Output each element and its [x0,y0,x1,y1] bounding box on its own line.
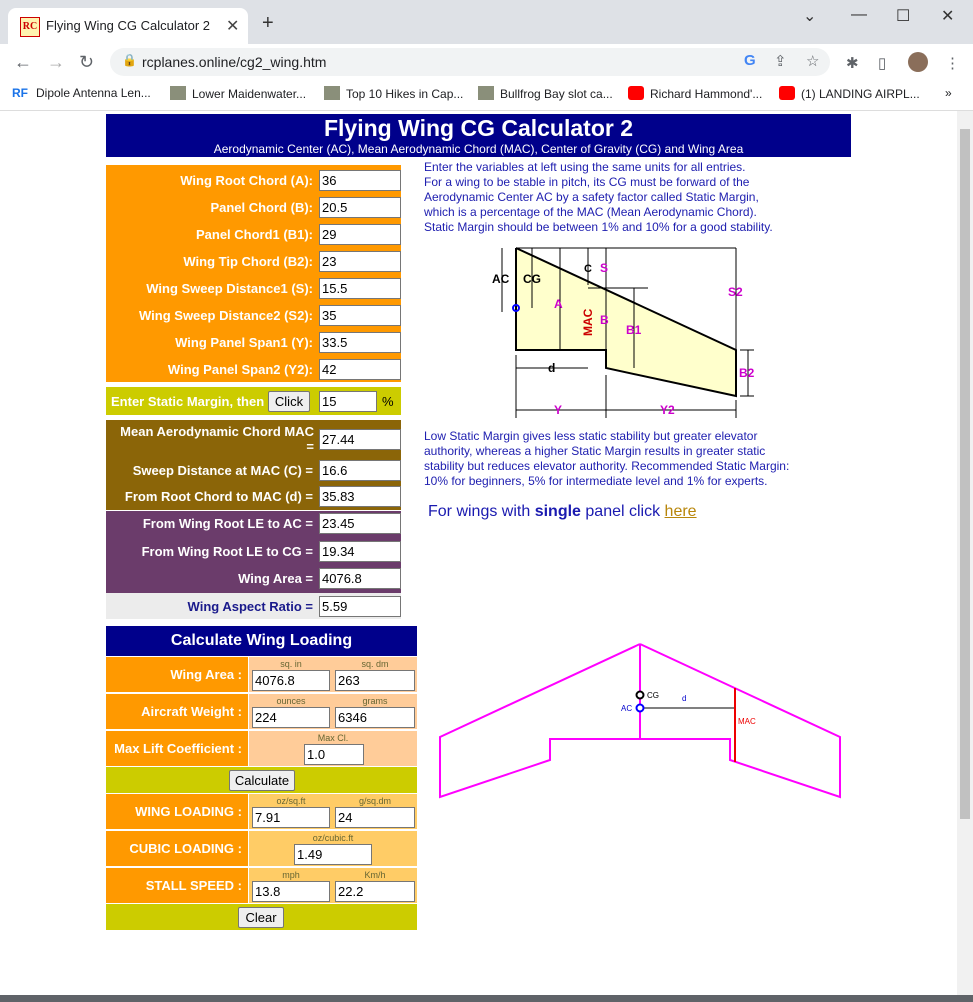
span2-input[interactable]: 42 [319,359,401,380]
cubic-loading-output: 1.49 [294,844,372,865]
max-cl-input[interactable]: 1.0 [304,744,364,765]
lift-row: Max Lift Coefficient : Max Cl. 1.0 [106,731,417,766]
browser-tabstrip [0,0,973,44]
wing-area-sqdm-input[interactable]: 263 [335,670,415,691]
input-row: Wing Tip Chord (B2): 23 [106,248,401,275]
wing-area-sqin-input[interactable]: 4076.8 [252,670,330,691]
aspect-ratio-label: Wing Aspect Ratio = [187,599,313,614]
google-icon[interactable]: G [744,52,756,69]
sweep1-input[interactable]: 15.5 [319,278,401,299]
reload-icon[interactable]: ↻ [79,52,95,72]
bookmark-4[interactable]: Bullfrog Bay slot ca... [478,86,613,101]
site-favicon: RC [20,17,40,37]
address-bar[interactable] [110,48,830,76]
static-margin-row [106,387,401,415]
url-text: rcplanes.online/cg2_wing.htm [142,54,327,70]
wing-area-output: 4076.8 [319,568,401,589]
single-panel-text: For wings with single panel click here [428,503,697,520]
intro-text: Enter the variables at left using the same units for all entries. For a wing to be stable in pitch, its CG must be forward of the Aerodynamic Center AC by a safety factor called Static Margin, which is a percentage of the MAC (Mean Aerodynamic Chord). Static Margin should be between 1% and 10% for a good stability. [424,160,773,234]
lock-icon: 🔒 [122,53,137,67]
click-button[interactable]: Click [268,391,310,412]
browser-tab[interactable] [8,8,248,44]
youtube-icon [779,86,795,100]
root-to-cg-label: From Wing Root LE to CG = [141,544,313,559]
wing-area-row: Wing Area : sq. in 4076.8 sq. dm 263 [106,657,417,692]
planform-cg-label: CG [647,691,659,700]
input-row: Wing Sweep Distance1 (S): 15.5 [106,275,401,302]
rf-icon: RF [12,86,28,100]
s-label: S [600,261,609,275]
toolbar [0,44,973,80]
page-content [0,111,957,995]
ac-label: AC [492,272,510,286]
share-icon[interactable]: ⇪ [774,53,787,70]
y-label: Y [554,403,563,417]
page-title: Flying Wing CG Calculator 2 [323,115,634,141]
scrollbar-thumb[interactable] [960,129,970,819]
profile-avatar[interactable] [908,52,928,72]
ac-cg-results [106,511,401,593]
bookmark-6[interactable]: (1) LANDING AIRPL... [779,86,920,101]
panel-chord1-input[interactable]: 29 [319,224,401,245]
bookmark-3[interactable]: Top 10 Hikes in Cap... [324,86,463,101]
input-row: Panel Chord1 (B1): 29 [106,221,401,248]
wing-area-label: Wing Area = [238,571,313,586]
weight-grams-input[interactable]: 6346 [335,707,415,728]
sweep-mac-output: 16.6 [319,460,401,481]
calculate-button[interactable]: Calculate [229,770,295,791]
mac-results [106,420,401,510]
wing-planform-drawing [436,641,846,806]
y2-label: Y2 [660,403,675,417]
root-to-ac-output: 23.45 [319,513,401,534]
aspect-ratio-output: 5.59 [319,596,401,617]
static-margin-label: Enter Static Margin, then [111,394,265,409]
weight-row: Aircraft Weight : ounces 224 grams 6346 [106,694,417,729]
cubic-loading-row: CUBIC LOADING : oz/cubic.ft 1.49 [106,831,417,866]
input-panel [106,165,401,382]
photo-icon [170,86,186,100]
planform-ac-label: AC [621,704,633,713]
bookmark-1[interactable]: RF Dipole Antenna Len... [12,86,151,100]
root-to-ac-label: From Wing Root LE to AC = [142,516,313,531]
forward-icon[interactable]: → [47,52,65,72]
here-link[interactable]: here [664,503,697,520]
span1-input[interactable]: 33.5 [319,332,401,353]
photo-icon [478,86,494,100]
input-row: Wing Panel Span2 (Y2): 42 [106,356,401,383]
a-label: A [554,297,563,311]
maximize-icon[interactable]: ☐ [896,8,911,25]
bookmarks-bar [0,80,973,111]
close-window-icon[interactable]: ✕ [941,8,955,25]
menu-icon[interactable]: ⋮ [945,55,960,72]
wing-loading-row: WING LOADING : oz/sq.ft 7.91 g/sq.dm 24 [106,794,417,829]
input-row: Wing Sweep Distance2 (S2): 35 [106,302,401,329]
close-tab-icon[interactable]: ✕ [226,18,240,35]
stall-kmh-output: 22.2 [335,881,415,902]
root-to-cg-output: 19.34 [319,541,401,562]
sweep2-input[interactable]: 35 [319,305,401,326]
weight-ounces-input[interactable]: 224 [252,707,330,728]
stall-mph-output: 13.8 [252,881,330,902]
back-icon[interactable]: ← [14,52,32,72]
d-label: d [548,361,556,375]
input-row: Wing Panel Span1 (Y): 33.5 [106,329,401,356]
extensions-icon[interactable]: ✱ [846,55,859,72]
side-panel-icon[interactable]: ▯ [878,55,887,72]
tab-title: Flying Wing CG Calculator 2 [46,18,210,33]
static-margin-input[interactable]: 15 [319,391,377,412]
mac-label: Mean Aerodynamic Chord MAC = [120,424,314,454]
c-label: C [584,263,592,275]
photo-icon [324,86,340,100]
wing-loading-oz-output: 7.91 [252,807,330,828]
root-to-mac-label: From Root Chord to MAC (d) = [124,489,313,504]
input-row: Wing Root Chord (A): 36 [106,167,401,194]
youtube-icon [628,86,644,100]
planform-d-label: d [682,694,687,703]
page-scrollbar[interactable] [957,111,973,995]
bookmark-2[interactable]: Lower Maidenwater... [170,86,306,101]
tip-chord-input[interactable]: 23 [319,251,401,272]
more-bookmarks-icon[interactable]: » [945,86,952,100]
cg-label: CG [523,272,541,286]
chevron-down-icon[interactable]: ⌄ [803,8,817,25]
s2-label: S2 [728,285,743,299]
static-margin-info: Low Static Margin gives less static stability but greater elevator authority, whereas a higher Static Margin results in greater static stability but reduces elevator authority. Recommended Static Margin: 10% for beginners, 5% for intermediate level and 1% for experts. [424,429,790,488]
root-chord-input[interactable]: 36 [319,170,401,191]
b1-label: B1 [626,323,642,337]
page-header [106,114,851,157]
input-row: Panel Chord (B): 20.5 [106,194,401,221]
clear-button[interactable]: Clear [238,907,284,928]
b-label: B [600,313,609,327]
root-to-mac-output: 35.83 [319,486,401,507]
clear-row [106,904,417,930]
percent-sign: % [382,394,394,409]
panel-chord-input[interactable]: 20.5 [319,197,401,218]
mac-output: 27.44 [319,429,401,450]
sweep-mac-label: Sweep Distance at MAC (C) = [132,463,313,478]
calculate-row [106,767,417,793]
bookmark-5[interactable]: Richard Hammond'... [628,86,762,101]
wing-loading-title: Calculate Wing Loading [106,626,417,656]
new-tab-icon[interactable]: + [262,12,274,34]
bottom-bar [0,995,973,1002]
stall-speed-row: STALL SPEED : mph 13.8 Km/h 22.2 [106,868,417,903]
aspect-ratio-row [106,593,401,619]
wing-dimension-diagram [488,240,768,420]
mac-label-diagram: MAC [581,308,595,336]
wing-loading-g-output: 24 [335,807,415,828]
planform-mac-label: MAC [738,717,756,726]
bookmark-star-icon[interactable]: ☆ [806,53,820,70]
minimize-icon[interactable]: — [851,6,867,23]
page-subtitle: Aerodynamic Center (AC), Mean Aerodynamic Chord (MAC), Center of Gravity (CG) and Wing Area [213,142,744,156]
b2-label: B2 [739,366,755,380]
